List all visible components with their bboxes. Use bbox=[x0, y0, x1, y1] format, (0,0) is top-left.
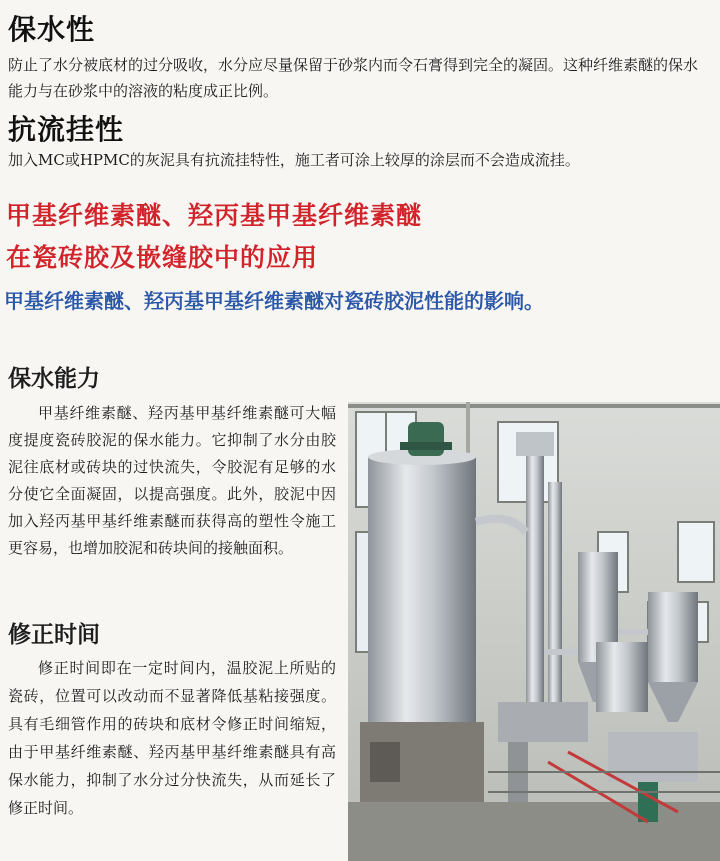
section-title-sag-resistance: 抗流挂性 bbox=[8, 113, 125, 146]
application-subtitle: 甲基纤维素醚、羟丙基甲基纤维素醚对瓷砖胶泥性能的影响。 bbox=[4, 289, 544, 313]
application-title-line2: 在瓷砖胶及嵌缝胶中的应用 bbox=[6, 243, 319, 272]
paragraph-water-retention-capacity: 甲基纤维素醚、羟丙基甲基纤维素醚可大幅度提度瓷砖胶泥的保水能力。它抑制了水分由胶泥往底材或砖块的过快流失，令胶泥有足够的水分使它全面凝固，以提高强度。此外，胶泥中因加入羟丙基甲基纤维素醚而获得高的塑性令施工更容易，也增加胶泥和砖块间的接触面积。 bbox=[8, 404, 336, 557]
application-title-line1: 甲基纤维素醚、羟丙基甲基纤维素醚 bbox=[6, 201, 423, 230]
section-title-water-retention: 保水性 bbox=[8, 13, 96, 46]
factory-photo bbox=[348, 402, 720, 861]
factory-equipment-illustration bbox=[348, 402, 720, 861]
paragraph-water-retention: 防止了水分被底材的过分吸收，水分应尽量保留于砂浆内而令石膏得到完全的凝固。这种纤维素醚的保水能力与在砂浆中的溶液的粘度成正比例。 bbox=[8, 56, 699, 100]
section-title-water-retention-capacity: 保水能力 bbox=[8, 365, 100, 392]
section-title-correction-time: 修正时间 bbox=[8, 621, 100, 648]
paragraph-correction-time: 修正时间即在一定时间内，温胶泥上所贴的瓷砖，位置可以改动而不显著降低基粘接强度。具有毛细管作用的砖块和底材令修正时间缩短，由于甲基纤维素醚、羟丙基甲基纤维素醚具有高保水能力，抑制了水分过分快流失，从而延长了修正时间。 bbox=[8, 659, 336, 817]
paragraph-sag-resistance: 加入MC或HPMC的灰泥具有抗流挂特性，施工者可涂上较厚的涂层而不会造成流挂。 bbox=[8, 151, 580, 169]
